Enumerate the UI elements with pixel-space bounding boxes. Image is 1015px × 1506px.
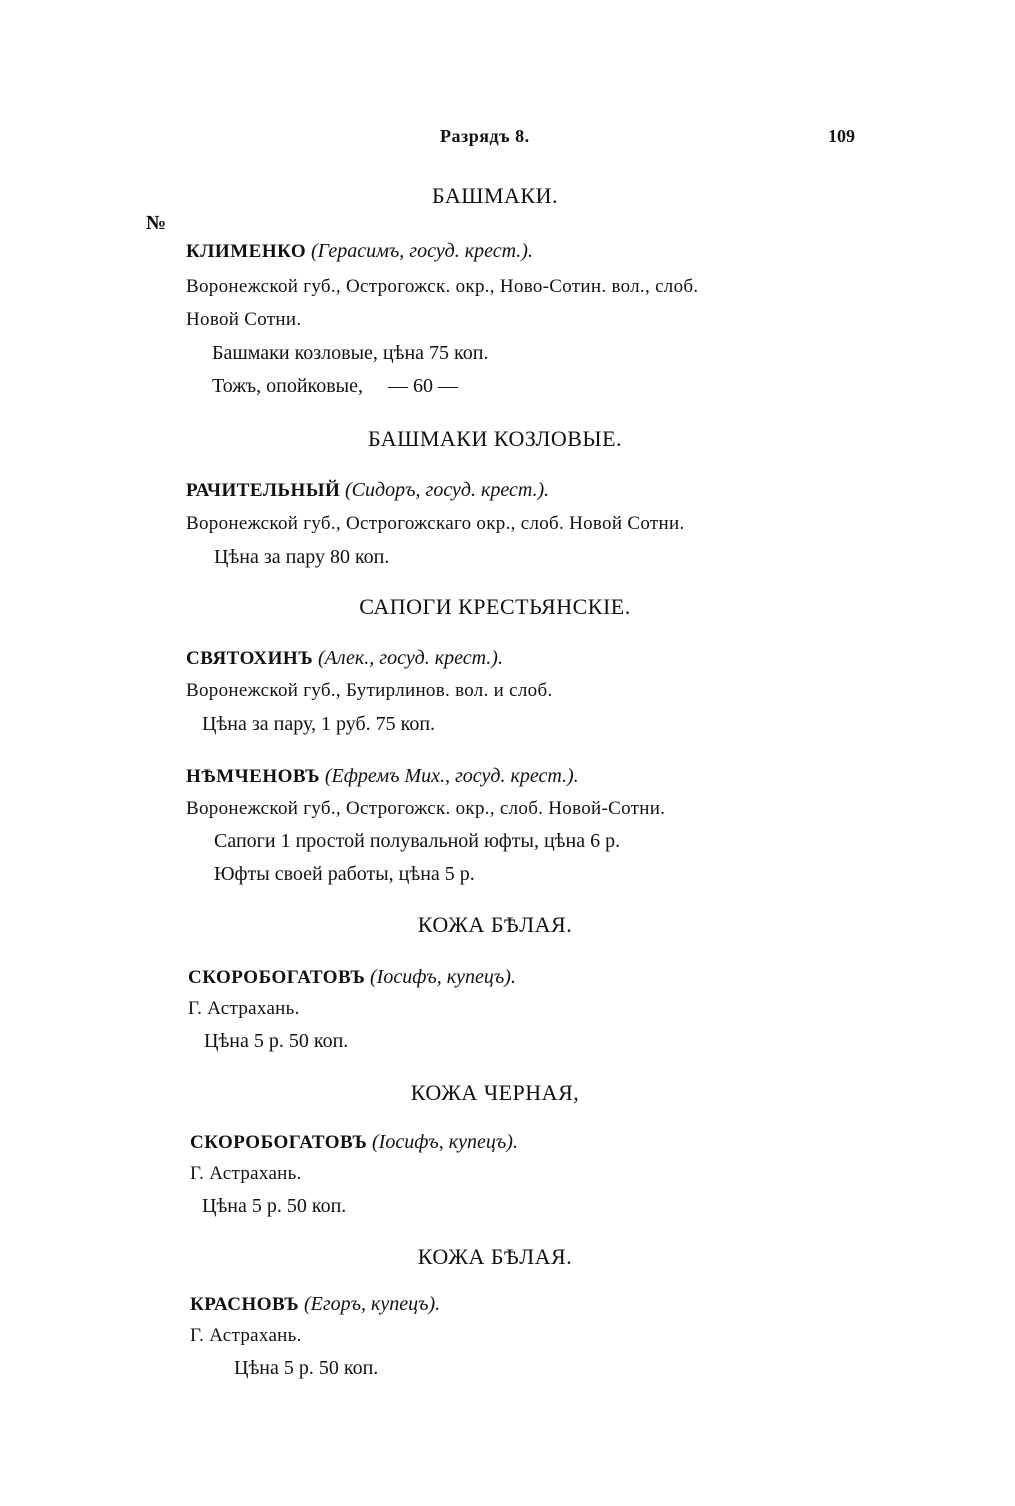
exhibitor-name: КРАСНОВЪ xyxy=(190,1294,300,1315)
price-item: Цѣна 5 р. 50 коп. xyxy=(204,1030,349,1052)
exhibitor-name: СКОРОБОГАТОВЪ xyxy=(188,967,366,988)
running-head: Разрядъ 8. xyxy=(440,126,530,146)
exhibitor-description: (Герасимъ, госуд. крест.). xyxy=(310,240,533,262)
exhibitor-name: НѢМЧЕНОВЪ xyxy=(186,766,321,787)
price-item: Башмаки козловые, цѣна 75 коп. xyxy=(212,342,489,364)
section-heading: БАШМАКИ. xyxy=(432,183,558,208)
exhibitor-location: Воронежской губ., Бутирлинов. вол. и слоб. xyxy=(186,680,553,701)
page-number: 109 xyxy=(828,126,855,146)
exhibitor-line xyxy=(188,966,516,989)
price-item: Сапоги 1 простой полувальной юфты, цѣна 6 р. xyxy=(214,830,621,852)
exhibitor-line xyxy=(186,240,533,263)
price-item: Цѣна за пару 80 коп. xyxy=(214,546,390,568)
exhibitor-description: (Іосифъ, купецъ). xyxy=(372,1131,518,1153)
section-heading: САПОГИ КРЕСТЬЯНСКІЕ. xyxy=(359,594,631,619)
section-heading: БАШМАКИ КОЗЛОВЫЕ. xyxy=(367,426,623,451)
exhibitor-location: Воронежской губ., Острогожск. окр., слоб. Новой-Сотни. xyxy=(186,798,666,819)
section-heading: КОЖА БѢЛАЯ. xyxy=(417,912,573,937)
exhibitor-location: Воронежской губ., Острогожскаго окр., слоб. Новой Сотни. xyxy=(186,513,685,534)
price-item: Цѣна 5 р. 50 коп. xyxy=(234,1357,379,1379)
exhibitor-description: (Егоръ, купецъ). xyxy=(303,1293,441,1315)
exhibitor-line xyxy=(190,1293,440,1316)
exhibitor-name: РАЧИТЕЛЬНЫЙ xyxy=(186,480,341,501)
number-column-sign: № xyxy=(146,212,167,234)
exhibitor-name: КЛИМЕНКО xyxy=(186,241,307,262)
exhibitor-line xyxy=(186,647,503,670)
exhibitor-location: Воронежской губ., Острогожск. окр., Ново-Сотин. вол., слоб. xyxy=(186,276,699,297)
price-item-value: — 60 — xyxy=(387,375,458,397)
price-item: Юфты своей работы, цѣна 5 р. xyxy=(214,863,475,885)
price-item: Цѣна 5 р. 50 коп. xyxy=(202,1195,347,1217)
exhibitor-line xyxy=(190,1131,518,1154)
exhibitor-description: (Сидоръ, госуд. крест.). xyxy=(345,479,550,501)
exhibitor-location: Новой Сотни. xyxy=(186,309,302,330)
exhibitor-name: СВЯТОХИНЪ xyxy=(186,648,314,669)
price-item xyxy=(212,375,458,398)
exhibitor-line xyxy=(186,479,549,502)
section-heading: КОЖА ЧЕРНАЯ, xyxy=(410,1080,580,1105)
price-item-label: Тожъ, опойковые, xyxy=(212,375,363,397)
exhibitor-description: (Алек., госуд. крест.). xyxy=(317,647,503,669)
exhibitor-description: (Ефремъ Мих., госуд. крест.). xyxy=(324,765,579,787)
exhibitor-location: Г. Астрахань. xyxy=(190,1163,302,1184)
price-item: Цѣна за пару, 1 руб. 75 коп. xyxy=(202,713,436,735)
exhibitor-location: Г. Астрахань. xyxy=(190,1325,302,1346)
section-heading: КОЖА БѢЛАЯ. xyxy=(417,1244,573,1269)
exhibitor-name: СКОРОБОГАТОВЪ xyxy=(190,1132,368,1153)
exhibitor-description: (Іосифъ, купецъ). xyxy=(370,966,516,988)
exhibitor-line xyxy=(186,765,579,788)
exhibitor-location: Г. Астрахань. xyxy=(188,998,300,1019)
